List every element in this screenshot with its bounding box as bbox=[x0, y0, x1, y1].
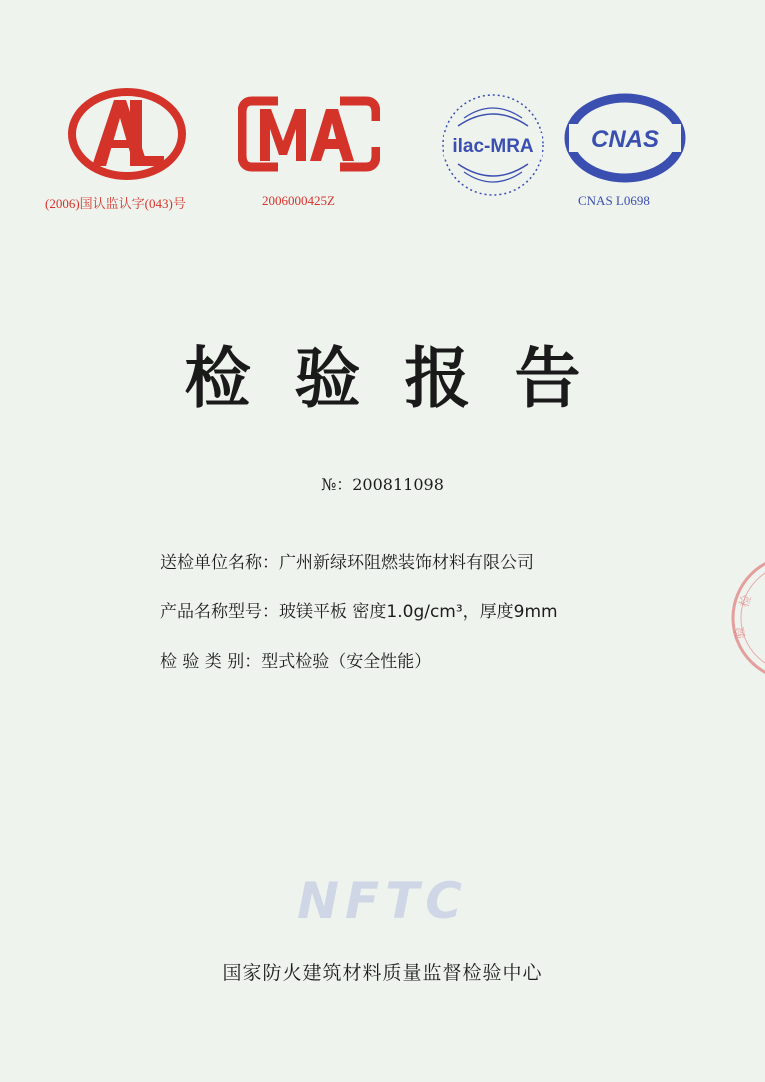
client-field bbox=[160, 548, 534, 573]
cal-logo bbox=[68, 88, 186, 184]
svg-text:检: 检 bbox=[736, 592, 754, 610]
svg-text:CNAS: CNAS bbox=[590, 126, 660, 153]
cma-code: 2006000425Z bbox=[262, 193, 335, 208]
report-number: №：200811098 bbox=[321, 475, 444, 494]
ilac-mra-logo bbox=[440, 92, 546, 202]
official-seal bbox=[725, 548, 765, 692]
svg-text:ilac-MRA: ilac-MRA bbox=[452, 136, 534, 157]
client-value: 广州新绿环阻燃装饰材料有限公司 bbox=[279, 553, 534, 573]
product-value: 玻镁平板 密度1.0g/cm³，厚度9mm bbox=[279, 602, 558, 622]
cnas-logo-icon bbox=[563, 92, 687, 184]
inspection-type-field bbox=[160, 647, 431, 672]
cal-code: (2006)国认监认字(043)号 bbox=[45, 196, 186, 211]
product-field bbox=[160, 597, 558, 622]
nftc-watermark: NFTC bbox=[297, 872, 468, 930]
cma-logo-icon bbox=[238, 95, 380, 173]
inspection-type-label: 检 验 类 别： bbox=[160, 652, 262, 672]
svg-text:验: 验 bbox=[732, 625, 748, 640]
cma-logo bbox=[238, 95, 380, 177]
report-title: 检验报告 bbox=[184, 340, 625, 417]
cal-logo-icon bbox=[68, 88, 186, 180]
cnas-logo bbox=[563, 92, 687, 188]
cnas-code: CNAS L0698 bbox=[578, 193, 650, 208]
seal-icon bbox=[725, 548, 765, 688]
ilac-mra-logo-icon bbox=[440, 92, 546, 198]
organization-name: 国家防火建筑材料质量监督检验中心 bbox=[222, 962, 543, 984]
product-label: 产品名称型号： bbox=[160, 602, 279, 622]
inspection-type-value: 型式检验（安全性能） bbox=[261, 652, 432, 672]
client-label: 送检单位名称： bbox=[160, 553, 279, 573]
